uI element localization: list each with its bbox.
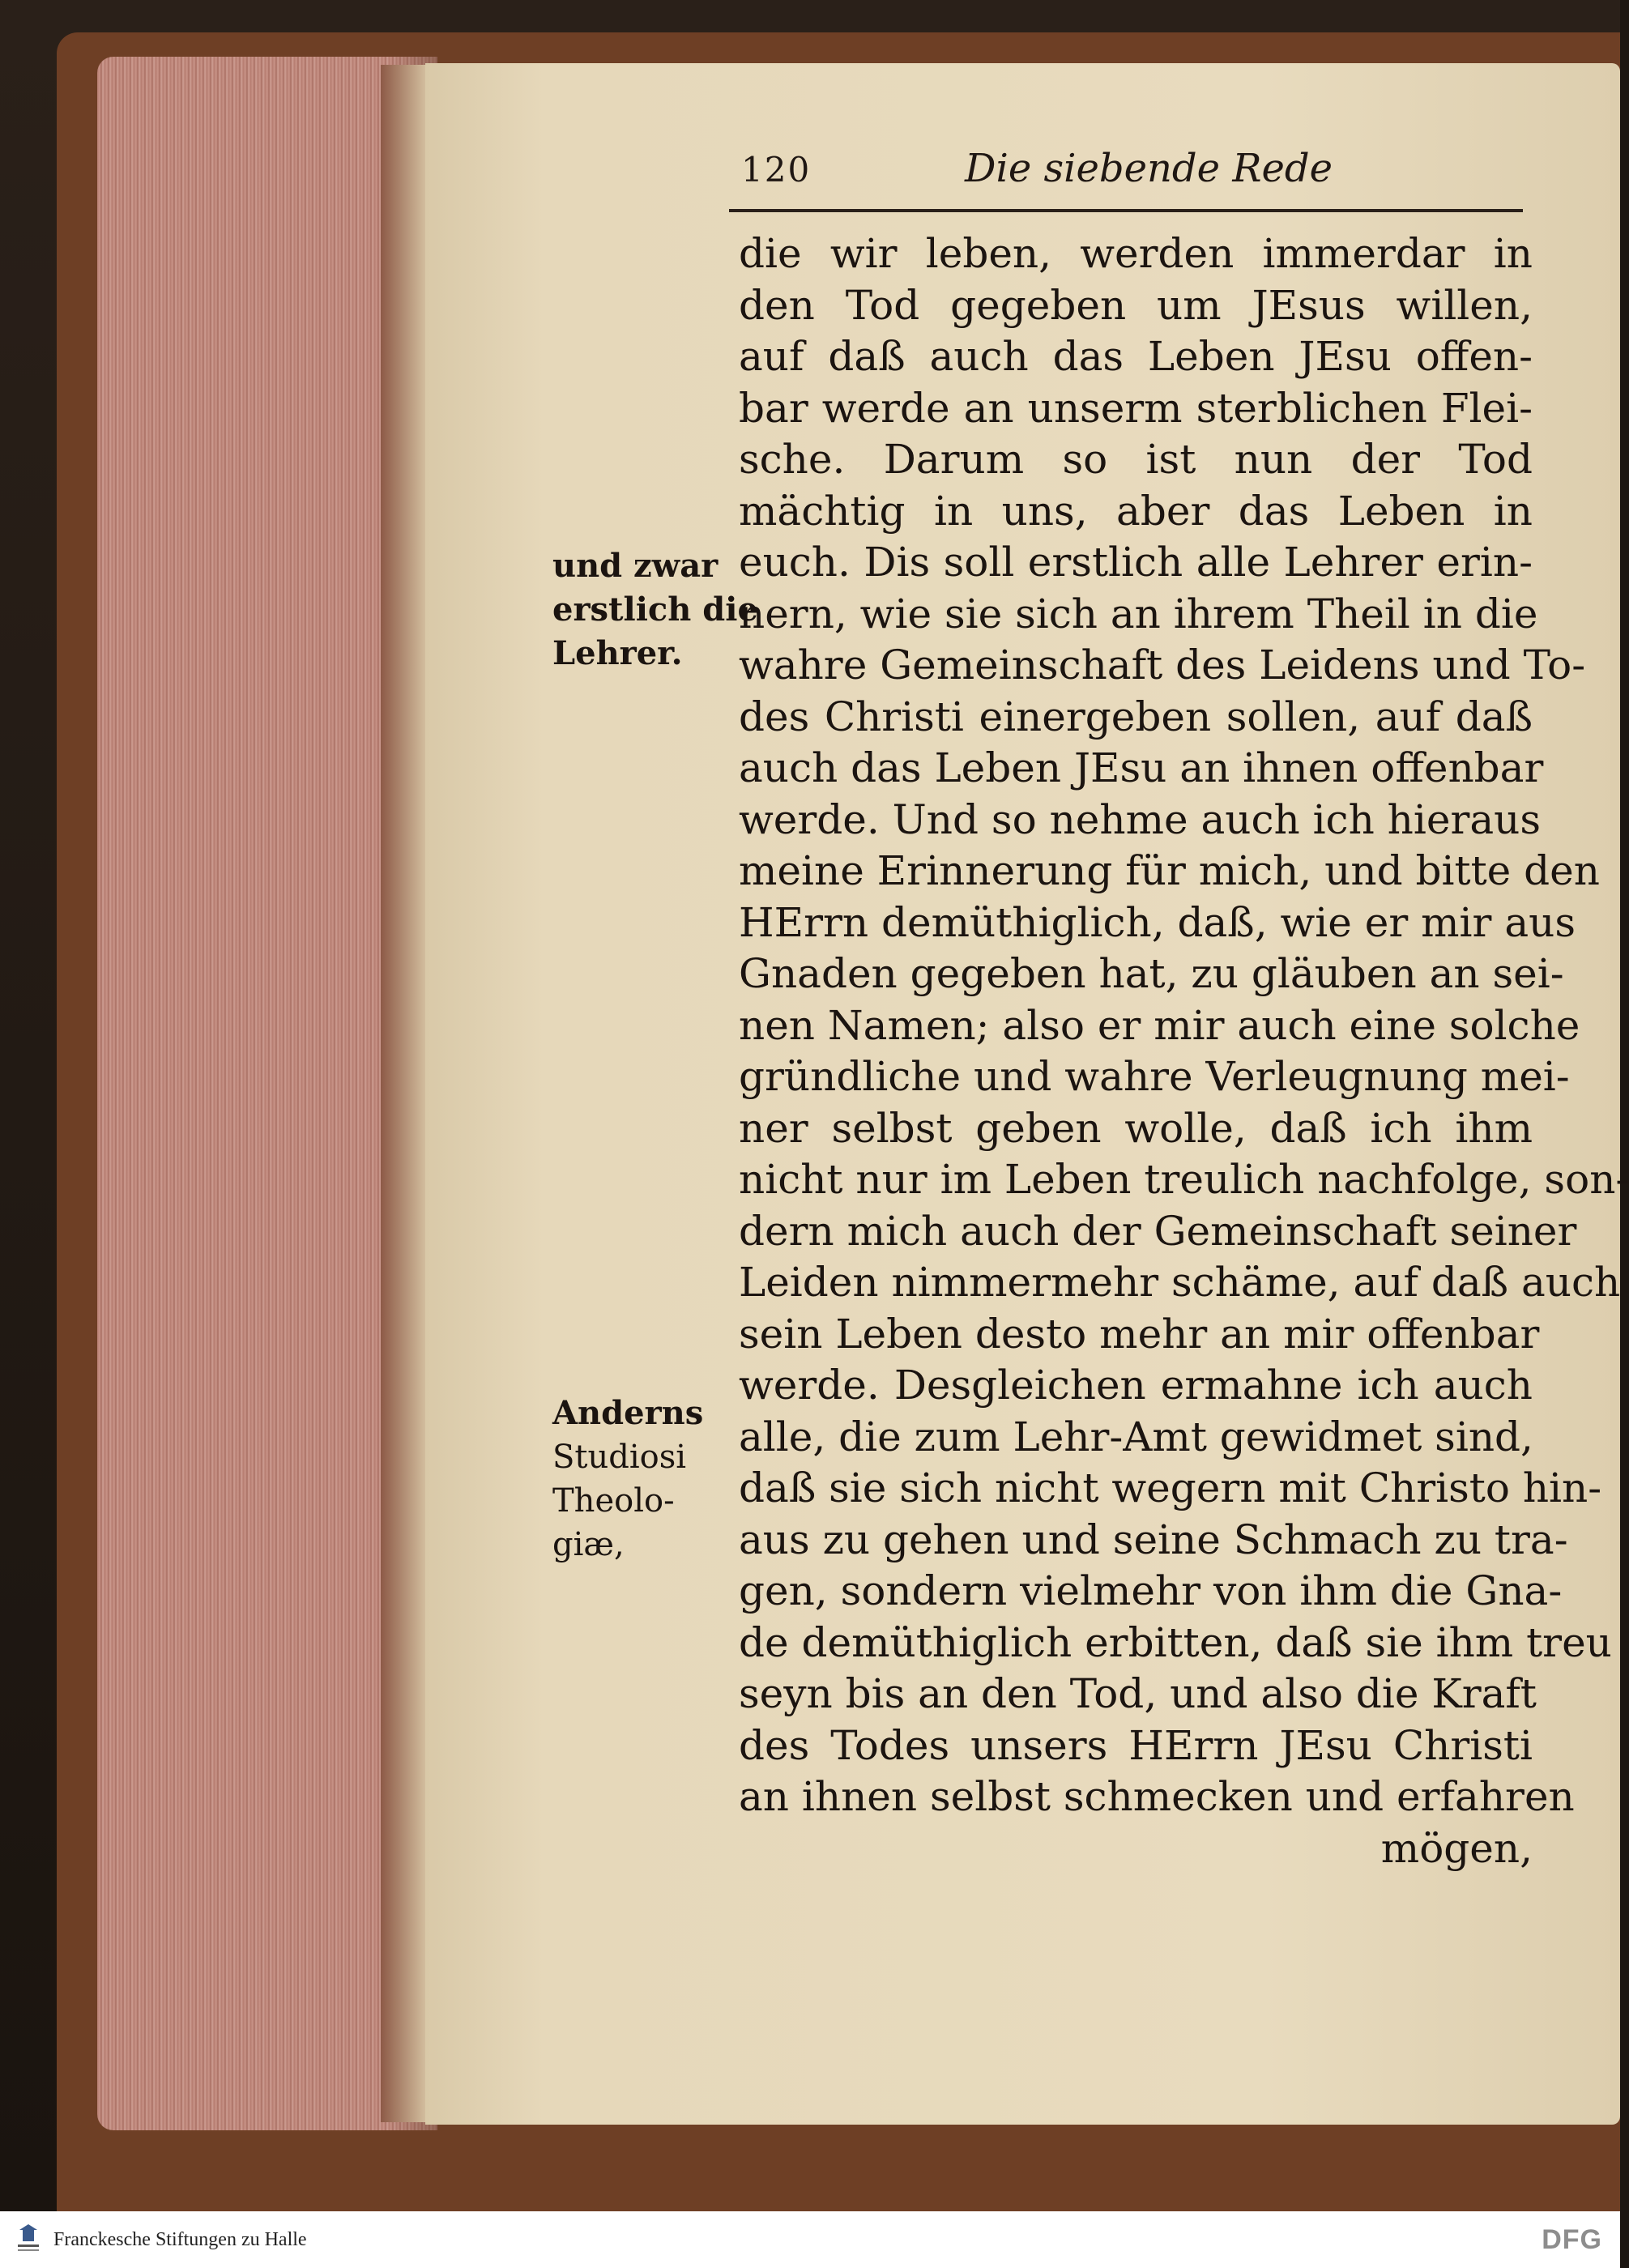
page-header	[741, 146, 1527, 202]
text-line: ner selbst geben wolle, daß ich ihm	[739, 1104, 1533, 1152]
text-line: den Tod gegeben um JEsus willen,	[739, 281, 1533, 329]
margin-note-line: Anderns	[552, 1394, 704, 1432]
text-line: Gnaden gegeben hat, zu gläuben an sei-	[739, 950, 1564, 997]
page-gutter	[381, 65, 429, 2122]
text-line: an ihnen selbst schmecken und erfahren	[739, 1773, 1575, 1820]
text-line: dern mich auch der Gemeinschaft seiner	[739, 1207, 1577, 1255]
text-line: daß sie sich nicht wegern mit Christo hin-	[739, 1464, 1602, 1511]
text-line: des Christi einergeben sollen, auf daß	[739, 693, 1533, 740]
header-rule	[729, 209, 1523, 212]
text-line: mächtig in uns, aber das Leben in	[739, 487, 1533, 535]
margin-note-students	[552, 1392, 703, 1567]
text-line: alle, die zum Lehr-Amt gewidmet sind,	[739, 1413, 1533, 1460]
foundation-emblem-icon	[15, 2223, 42, 2256]
page-number: 120	[741, 150, 812, 190]
text-line: wahre Gemeinschaft des Leidens und To-	[739, 642, 1586, 688]
text-line: meine Erinnerung für mich, und bitte den	[739, 847, 1600, 894]
text-line: seyn bis an den Tod, und also die Kraft	[739, 1670, 1537, 1717]
footer-bar	[0, 2211, 1620, 2268]
text-line: sein Leben desto mehr an mir offenbar	[739, 1310, 1540, 1358]
text-line: nen Namen; also er mir auch eine solche	[739, 1001, 1580, 1049]
margin-note-line: Theolo-	[552, 1482, 675, 1520]
text-line: gen, sondern vielmehr von ihm die Gna-	[739, 1567, 1563, 1614]
margin-note-line: Lehrer.	[552, 634, 683, 672]
margin-note-line: Studiosi	[552, 1439, 687, 1476]
text-line: HErrn demüthiglich, daß, wie er mir aus	[739, 898, 1576, 946]
margin-note-line: giæ,	[552, 1526, 625, 1563]
margin-note-teachers	[552, 544, 758, 676]
body-text	[739, 228, 1629, 1874]
text-line: des Todes unsers HErrn JEsu Christi	[739, 1721, 1533, 1769]
dfg-logo: DFG	[1542, 2223, 1602, 2255]
text-line: Leiden nimmermehr schäme, auf daß auch	[739, 1259, 1621, 1306]
text-line: euch. Dis soll erstlich alle Lehrer erin-	[739, 539, 1533, 586]
text-line: auf daß auch das Leben JEsu offen-	[739, 333, 1533, 380]
text-line: bar werde an unserm sterblichen Flei-	[739, 384, 1533, 432]
text-line: werde. Desgleichen ermahne ich auch	[739, 1362, 1533, 1409]
text-line: auch das Leben JEsu an ihnen offenbar	[739, 744, 1544, 791]
text-line: die wir leben, werden immerdar in	[739, 230, 1533, 277]
running-title: Die siebende Rede	[964, 146, 1333, 191]
text-line: de demüthiglich erbitten, daß sie ihm treu	[739, 1618, 1612, 1666]
margin-note-line: erstlich die	[552, 590, 758, 629]
margin-note-line: und zwar	[552, 547, 719, 585]
text-line: sche. Darum so ist nun der Tod	[739, 436, 1533, 483]
text-line: nicht nur im Leben treulich nachfolge, son-	[739, 1156, 1629, 1203]
institution-name: Franckesche Stiftungen zu Halle	[53, 2228, 307, 2250]
text-line: mögen,	[1380, 1824, 1533, 1872]
text-line: gründliche und wahre Verleugnung mei-	[739, 1053, 1570, 1100]
footer-institution	[0, 2223, 307, 2256]
text-line: aus zu gehen und seine Schmach zu tra-	[739, 1516, 1568, 1563]
text-line: werde. Und so nehme auch ich hieraus	[739, 795, 1542, 843]
text-line: nern, wie sie sich an ihrem Theil in die	[739, 590, 1538, 637]
